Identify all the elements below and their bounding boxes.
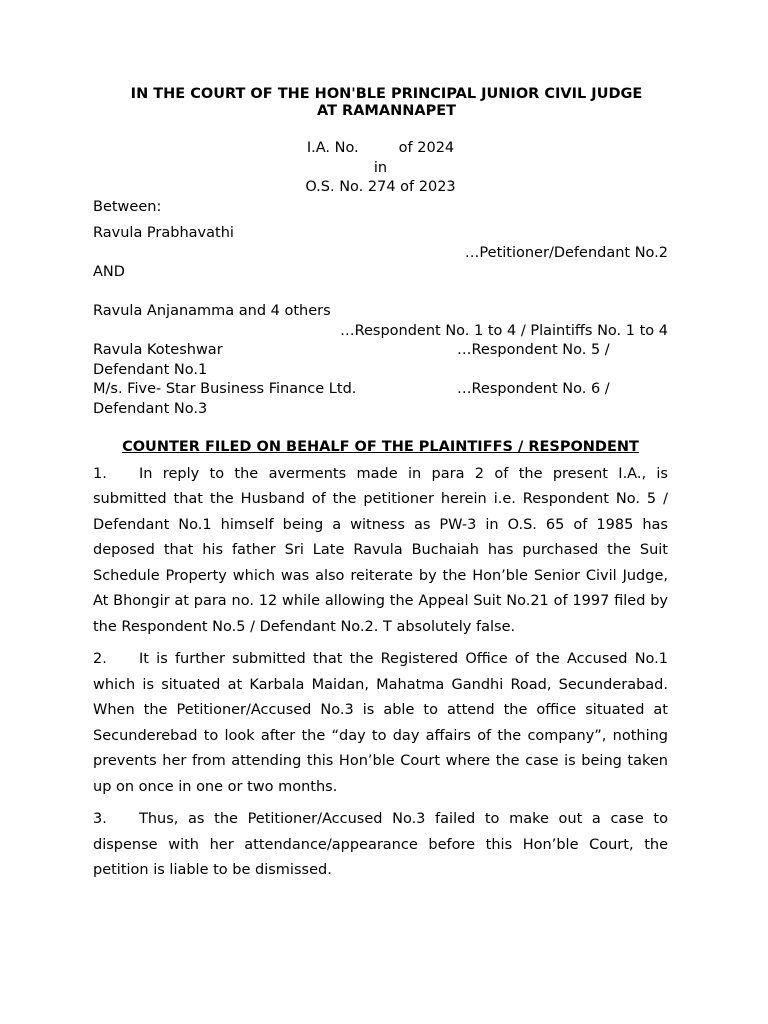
ia-number-line xyxy=(93,139,668,159)
between-label: Between: xyxy=(93,198,162,215)
ia-year: of 2024 xyxy=(398,140,455,156)
paragraph-2-number: 2. xyxy=(93,651,107,667)
case-number-block xyxy=(93,139,668,198)
paragraph-2 xyxy=(93,647,668,800)
court-heading-line-1: IN THE COURT OF THE HON'BLE PRINCIPAL JUNIOR CIVIL JUDGE xyxy=(130,86,643,102)
respondent-6-name: M/s. Five- Star Business Finance Ltd. xyxy=(93,381,357,397)
os-number-line: O.S. No. 274 of 2023 xyxy=(305,179,456,195)
respondents-group-name: Ravula Anjanamma and 4 others xyxy=(93,303,331,319)
in-line: in xyxy=(373,159,388,176)
paragraph-3-number: 3. xyxy=(93,811,107,827)
respondent-5-role: …Respondent No. 5 / xyxy=(457,342,610,358)
respondent-6-role-cont: Defendant No.3 xyxy=(93,400,208,417)
counter-title: COUNTER FILED ON BEHALF OF THE PLAINTIFFS / RESPONDENT xyxy=(122,439,639,455)
paragraph-1-number: 1. xyxy=(93,465,107,482)
court-heading xyxy=(105,86,668,120)
petitioner-name: Ravula Prabhavathi xyxy=(93,225,234,241)
respondent-6-row xyxy=(93,380,668,400)
ia-label: I.A. No. xyxy=(306,140,359,156)
paragraph-1-text: In reply to the averments made in para 2 of the present I.A., is submitted that the Husband of the petitioner herein i.e. Respondent No. 5 / Defendant No.1 himself being a witness as PW-3 in O.S. 65 of 1985 has deposed that his father Sri Late Ravula Buchaiah has purchased the Suit Schedule Property which was also reiterate by the Hon’ble Senior Civil Judge, At Bhongir at para no. 12 while allowing the Appeal Suit No.21 of 1997 filed by the Respondent No.5 / Defendant No.2. T absolutely false. xyxy=(93,465,668,635)
respondent-5-name: Ravula Koteshwar xyxy=(93,342,223,358)
paragraph-3-text: Thus, as the Petitioner/Accused No.3 failed to make out a case to dispense with her attendance/appearance before this Hon’ble Court, the petition is liable to be dismissed. xyxy=(93,811,668,878)
respondent-5-row xyxy=(93,341,668,361)
and-separator: AND xyxy=(93,264,125,280)
paragraph-3 xyxy=(93,807,668,884)
petitioner-role: …Petitioner/Defendant No.2 xyxy=(464,244,668,261)
court-heading-line-2: AT RAMANNAPET xyxy=(317,103,456,119)
paragraph-1 xyxy=(93,462,668,641)
respondent-5-role-cont: Defendant No.1 xyxy=(93,361,208,378)
document-page xyxy=(93,86,668,884)
paragraph-2-text: It is further submitted that the Registered Office of the Accused No.1 which is situated at Karbala Maidan, Mahatma Gandhi Road, Secunderabad. When the Petitioner/Accused No.3 is able to attend the office situated at Secunderebad to look after the “day to day affairs of the company”, nothing prevents her from attending this Hon’ble Court where the case is being taken up on once in one or two months. xyxy=(93,651,668,795)
respondent-6-role: …Respondent No. 6 / xyxy=(457,381,610,397)
respondents-group-role: …Respondent No. 1 to 4 / Plaintiffs No. 1 to 4 xyxy=(340,322,668,339)
